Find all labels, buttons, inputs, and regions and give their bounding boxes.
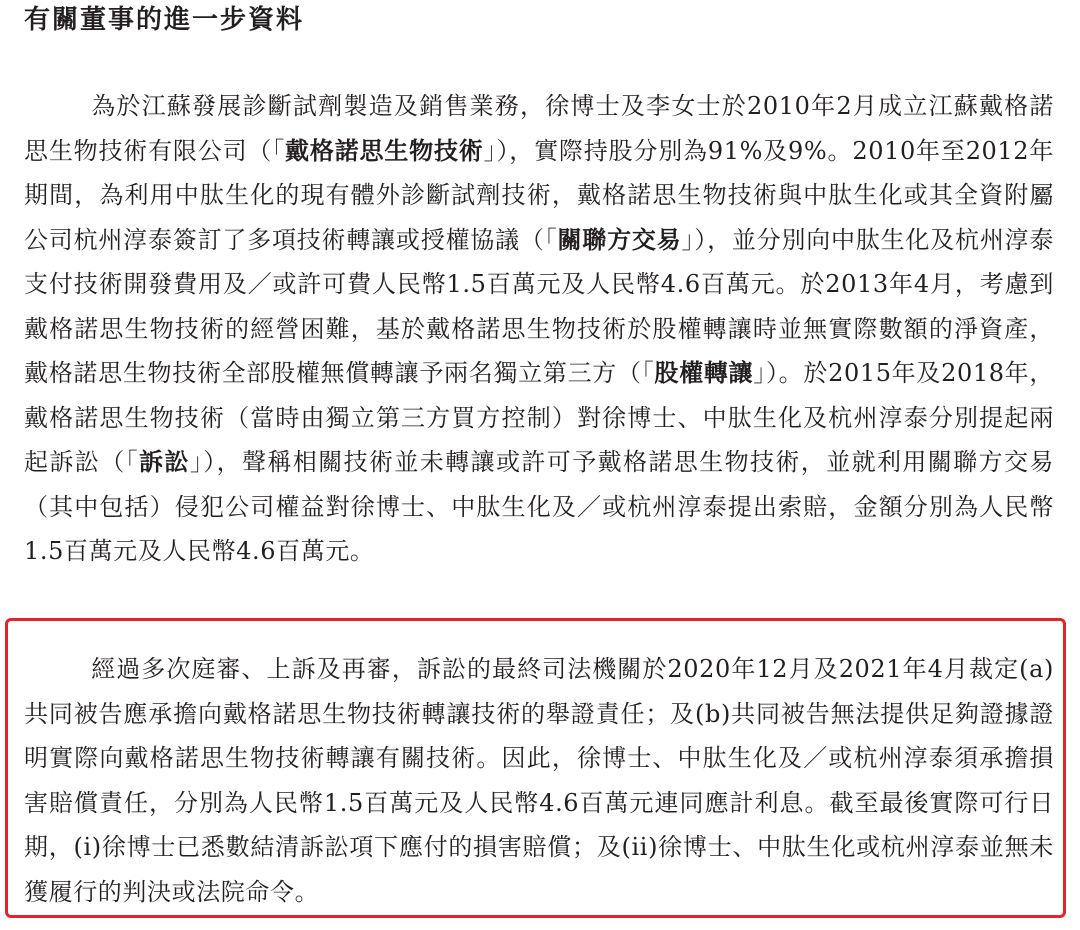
paragraph-text: 」），並分別向中肽生化及杭州淳泰支付技術開發費用及／或許可費人民幣1.5百萬元及人民幣4.6百萬元。於2013年4月，考慮到戴格諾思生物技術的經營困難，基於戴格諾思生物技術於股權轉讓時並無實際數額的淨資產，戴格諾思生物技術全部股權無償轉讓予兩名獨立第三方（「 — [24, 225, 1055, 387]
defined-term: 關聯方交易 — [557, 225, 682, 254]
paragraph-text: 」），實際持股分別為91%及9%。2010年至2012年期間，為利用中肽生化的現有體外診斷試劑技術，戴格諾思生物技術與中肽生化或其全資附屬公司杭州淳泰簽訂了多項技術轉讓或授權協議（「 — [24, 136, 1054, 254]
defined-term: 訴訟 — [139, 448, 190, 476]
paragraph-text: 」），聲稱相關技術並未轉讓或許可予戴格諾思生物技術，並就利用關聯方交易（其中包括）侵犯公司權益對徐博士、中肽生化及／或杭州淳泰提出索賠，金額分別為人民幣1.5百萬元及人民幣4.6百萬元。 — [24, 448, 1055, 565]
section-title: 有關董事的進一步資料 — [24, 5, 305, 35]
paragraph-text: 」）。於2015年及2018年，戴格諾思生物技術（當時由獨立第三方買方控制）對徐博士、中肽生化及杭州淳泰分別提起兩起訴訟（「 — [24, 359, 1054, 476]
paragraph-text: 為於江蘇發展診斷試劑製造及銷售業務，徐博士及李女士於2010年2月成立江蘇戴格諾思生物技術有限公司（「 — [24, 92, 1054, 165]
defined-term: 戴格諾思生物技術 — [285, 136, 484, 165]
defined-term: 股權轉讓 — [654, 359, 754, 387]
paragraph-background — [24, 84, 1054, 574]
paragraph-litigation-outcome: 經過多次庭審、上訴及再審，訴訟的最終司法機關於2020年12月及2021年4月裁定(a)共同被告應承擔向戴格諾思生物技術轉讓技術的舉證責任；及(b)共同被告無法提供足夠證據證明實際向戴格諾思生物技術轉讓有關技術。因此，徐博士、中肽生化及／或杭州淳泰須承擔損害賠償責任，分別為人民幣1.5百萬元及人民幣4.6百萬元連同應計利息。截至最後實際可行日期，(i)徐博士已悉數結清訴訟項下應付的損害賠償；及(ii)徐博士、中肽生化或杭州淳泰並無未獲履行的判決或法院命令。 — [24, 655, 1054, 906]
